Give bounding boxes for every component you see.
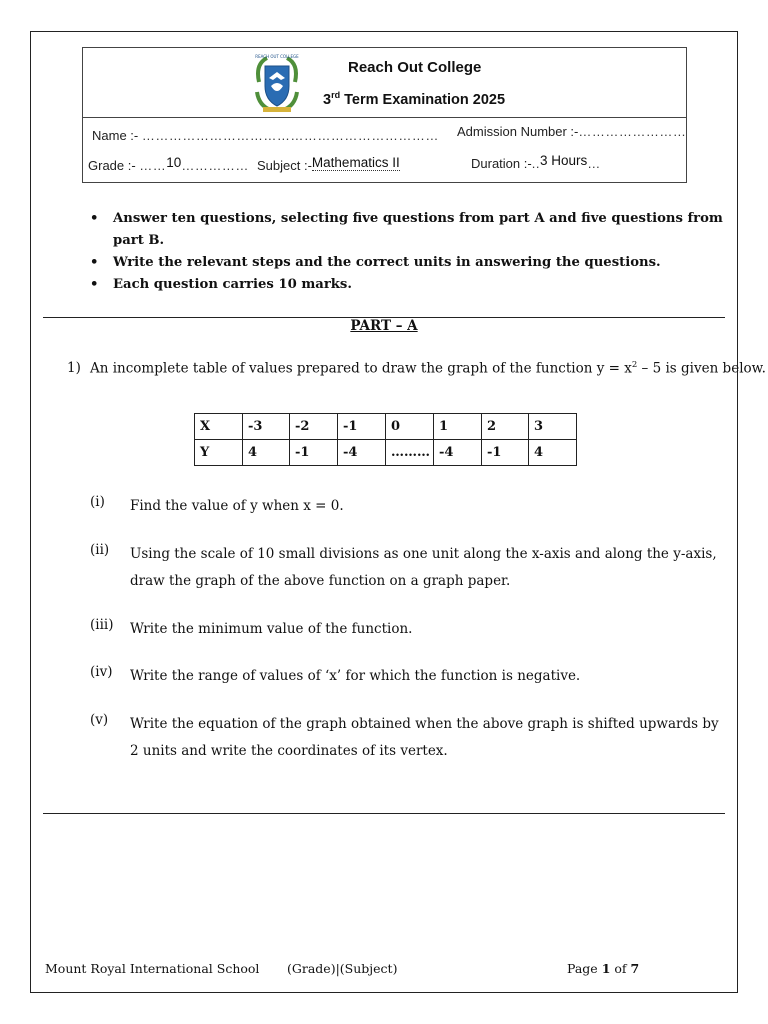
footer-page-number: Page 1 of 7 bbox=[567, 961, 640, 976]
subpart-text: Write the equation of the graph obtained when the above graph is shifted upwards by 2 units and write the coordinates of its vertex. bbox=[130, 716, 719, 759]
subpart-text: Write the range of values of ‘x’ for which the function is negative. bbox=[130, 668, 581, 684]
college-crest-logo bbox=[251, 52, 303, 116]
subpart-label: (v) bbox=[90, 712, 109, 728]
subpart-label: (ii) bbox=[90, 542, 110, 558]
instructions-list bbox=[90, 208, 730, 296]
part-title: PART – A bbox=[350, 318, 418, 334]
table-cell: 4 bbox=[529, 440, 577, 466]
footer-grade-subject: (Grade)|(Subject) bbox=[287, 961, 398, 976]
table-cell: 3 bbox=[529, 414, 577, 440]
instruction-item: • Write the relevant steps and the correct units in answering the questions. bbox=[90, 252, 730, 274]
college-name: Reach Out College bbox=[348, 59, 482, 76]
table-cell: 4 bbox=[243, 440, 290, 466]
subpart-label: (iii) bbox=[90, 617, 114, 633]
name-field: Name :- ………………………………………………………… bbox=[92, 128, 439, 143]
duration-value: 3 Hours bbox=[539, 153, 588, 168]
subject-field: Subject :-Mathematics II bbox=[257, 155, 400, 173]
table-cell: ……… bbox=[386, 440, 434, 466]
instruction-item: • Answer ten questions, selecting five questions from part A and five questions from part B. bbox=[90, 208, 730, 252]
table-cell: -1 bbox=[338, 414, 386, 440]
table-cell: -1 bbox=[482, 440, 529, 466]
table-cell: -1 bbox=[290, 440, 338, 466]
table-cell: 2 bbox=[482, 414, 529, 440]
question-text: An incomplete table of values prepared to draw the graph of the function $y = x^2 - 5$ is given below. bbox=[90, 360, 766, 377]
duration-field: Duration :-..3 Hours… bbox=[471, 153, 601, 171]
question-number: 1) bbox=[67, 360, 81, 376]
grade-field: Grade :- ……10…………… bbox=[88, 155, 249, 173]
header-divider bbox=[83, 117, 686, 118]
table-cell: -4 bbox=[434, 440, 482, 466]
svg-text:REACH OUT COLLEGE: REACH OUT COLLEGE bbox=[255, 54, 299, 59]
subpart-text: Find the value of y when x = 0. bbox=[130, 498, 344, 514]
table-cell: 0 bbox=[386, 414, 434, 440]
admission-number-field: Admission Number :-…………………… bbox=[457, 124, 687, 139]
exam-title: 3rd Term Examination 2025 bbox=[323, 90, 506, 108]
exam-header bbox=[82, 47, 687, 183]
subject-value: Mathematics II bbox=[311, 155, 400, 170]
section-divider-bottom bbox=[43, 813, 725, 814]
table-row-y bbox=[195, 440, 577, 466]
table-cell: -4 bbox=[338, 440, 386, 466]
subpart-text: Write the minimum value of the function. bbox=[130, 621, 413, 637]
footer-school: Mount Royal International School bbox=[45, 961, 260, 976]
table-cell: 1 bbox=[434, 414, 482, 440]
grade-value: 10 bbox=[166, 155, 182, 170]
values-table bbox=[194, 413, 577, 466]
subpart-label: (iv) bbox=[90, 664, 113, 680]
instruction-item: • Each question carries 10 marks. bbox=[90, 274, 730, 296]
table-cell: -2 bbox=[290, 414, 338, 440]
table-cell: -3 bbox=[243, 414, 290, 440]
table-cell: Y bbox=[195, 440, 243, 466]
subpart-text: Using the scale of 10 small divisions as one unit along the x-axis and along the y-axis, draw the graph of the above function on a graph paper. bbox=[130, 546, 717, 589]
table-row-x bbox=[195, 414, 577, 440]
table-cell: X bbox=[195, 414, 243, 440]
subpart-label: (i) bbox=[90, 494, 105, 510]
